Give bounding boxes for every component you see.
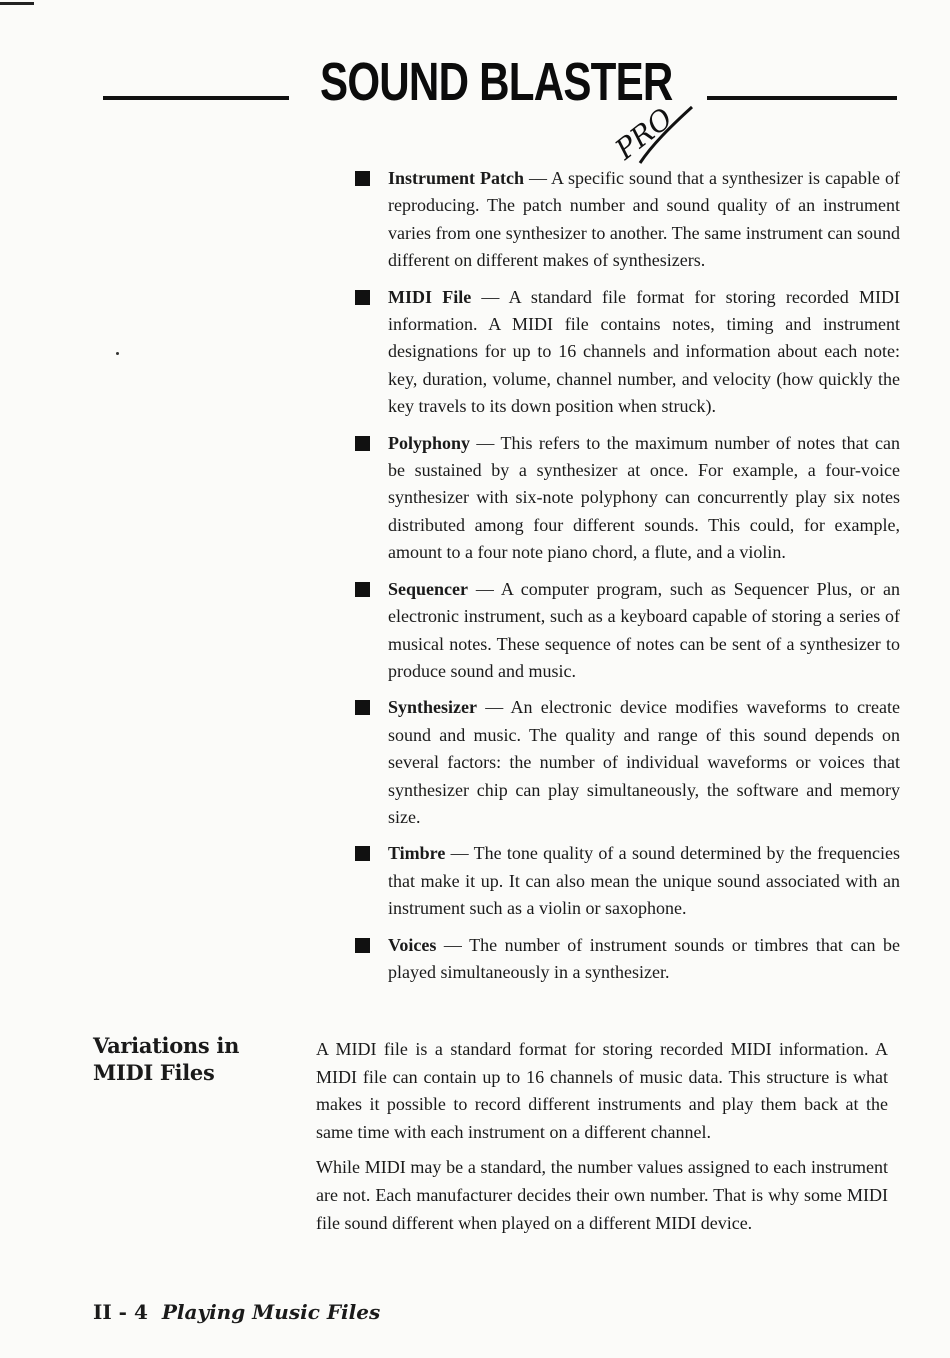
section-heading — [93, 1032, 293, 1086]
glossary-item — [355, 430, 900, 567]
term-definition: — A specific sound that a synthesizer is capable of reproducing. The patch number and sound quality of an instrument varies from one synthesizer to another. The same instrument can sound different on different makes of synthesizers. — [388, 168, 900, 271]
glossary-item — [355, 165, 900, 275]
glossary-item — [355, 694, 900, 831]
stray-dot — [116, 352, 119, 355]
glossary-item — [355, 932, 900, 987]
term-name: Synthesizer — [388, 697, 477, 718]
term-name: Voices — [388, 934, 437, 955]
term-definition: — This refers to the maximum number of notes that can be sustained by a synthesizer at once. For example, a four-voice synthesizer with six-note polyphony can concurrently play six notes distributed among four different sounds. This could, for example, amount to a four note piano chord, a flute, and a violin. — [388, 432, 900, 563]
glossary-item — [355, 576, 900, 686]
square-bullet-icon — [355, 582, 370, 597]
square-bullet-icon — [355, 700, 370, 715]
brand-title: SOUND BLASTER — [320, 52, 673, 112]
page-header — [0, 52, 950, 175]
term-name: Timbre — [388, 843, 446, 864]
body-paragraph: A MIDI file is a standard format for storing recorded MIDI information. A MIDI file can contain up to 16 channels of music data. This structure is what makes it possible to record different instruments and play them back at the same time with each instrument on a different channel. — [316, 1039, 888, 1142]
term-definition: — The tone quality of a sound determined by the frequencies that make it up. It can also mean the unique sound associated with an instrument such as a violin or saxophone. — [388, 843, 900, 919]
term-definition: — An electronic device modifies waveforms to create sound and music. The quality and range of this sound depends on several factors: the number of individual waveforms or voices that synthesizer chip can play simultaneously, the software and memory size. — [388, 697, 900, 827]
section-body — [316, 1036, 888, 1245]
square-bullet-icon — [355, 290, 370, 305]
header-rule-right — [707, 96, 897, 100]
term-name: Sequencer — [388, 578, 468, 599]
corner-mark — [0, 2, 34, 5]
glossary-item — [355, 284, 900, 421]
square-bullet-icon — [355, 846, 370, 861]
section-heading-line: Variations in — [93, 1033, 240, 1058]
pro-logo-icon — [604, 83, 696, 167]
body-paragraph: While MIDI may be a standard, the number values assigned to each instrument are not. Each manufacturer decides their own number. That is why some MIDI file sound different when played on a different MIDI device. — [316, 1157, 888, 1233]
square-bullet-icon — [355, 171, 370, 186]
term-name: MIDI File — [388, 286, 472, 307]
glossary-item — [355, 840, 900, 922]
chapter-title: Playing Music Files — [161, 1300, 381, 1324]
page-number: II - 4 — [93, 1300, 148, 1324]
term-definition: — A standard file format for storing recorded MIDI information. A MIDI file contains notes, timing and instrument designations for up to 16 channels and information about each note: key, duration, volume, channel number, and velocity (how quickly the key travels to its down position when struck). — [388, 286, 900, 417]
term-name: Instrument Patch — [388, 168, 525, 188]
pro-logo-text: PRO — [608, 101, 679, 167]
glossary-list — [355, 165, 900, 995]
term-name: Polyphony — [388, 432, 471, 453]
section-heading-line: MIDI Files — [93, 1060, 215, 1085]
term-definition: — A computer program, such as Sequencer Plus, or an electronic instrument, such as a keyboard capable of storing a series of musical notes. These sequence of notes can be sent of a synthesizer to produce sound and music. — [388, 578, 900, 681]
term-definition: — The number of instrument sounds or timbres that can be played simultaneously in a synthesizer. — [388, 934, 900, 982]
square-bullet-icon — [355, 938, 370, 953]
square-bullet-icon — [355, 436, 370, 451]
page-footer — [93, 1300, 380, 1324]
header-rule-left — [103, 96, 289, 100]
